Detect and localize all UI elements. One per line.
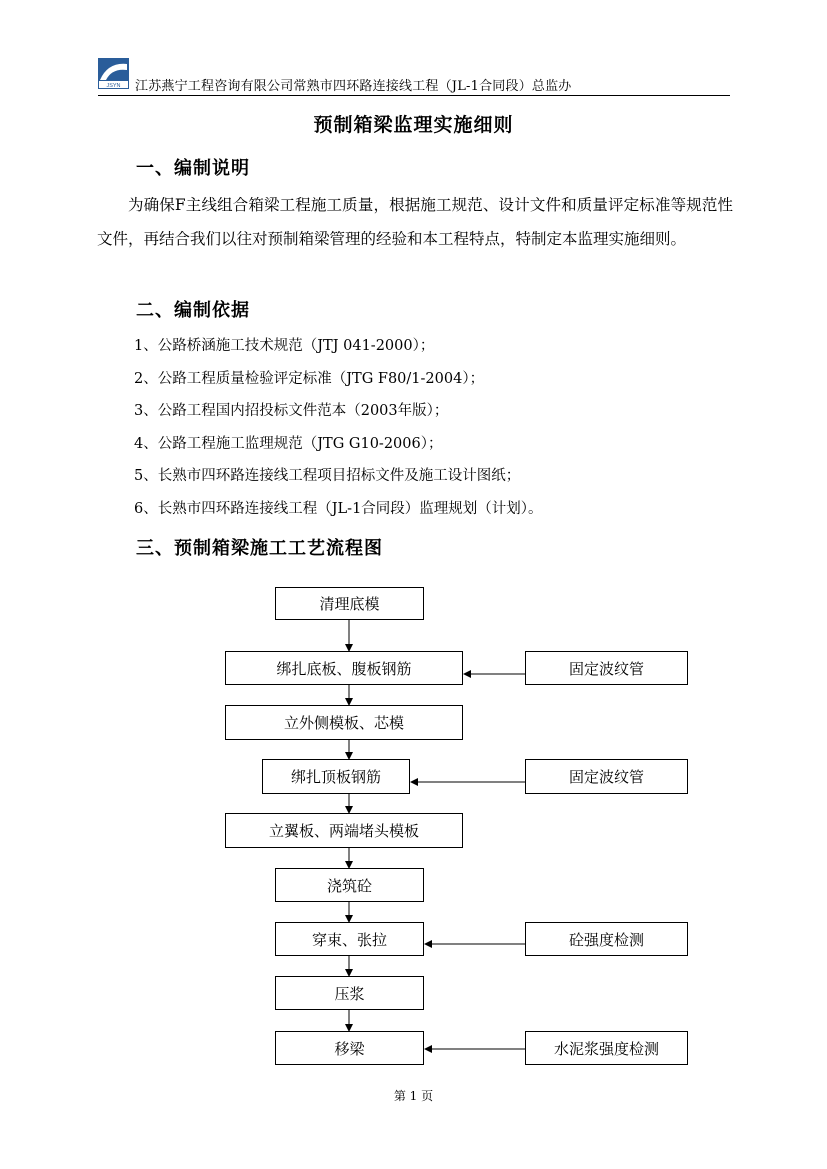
reference-item: 3、公路工程国内招投标文件范本（2003年版）； [134,403,449,420]
reference-item: 2、公路工程质量检验评定标准（JTG F80/1-2004）； [134,370,485,387]
reference-item: 6、长熟市四环路连接线工程（JL-1合同段）监理规划（计划）。 [134,500,543,517]
flow-step-tension: 穿束、张拉 [275,922,424,956]
flow-side-fix-duct-1: 固定波纹管 [525,651,688,685]
logo-text: JSYN [106,83,121,89]
reference-item: 5、长熟市四环路连接线工程项目招标文件及施工设计图纸； [134,468,521,485]
flow-step-grouting: 压浆 [275,976,424,1010]
flow-side-grout-strength-test: 水泥浆强度检测 [525,1031,688,1065]
flow-step-clean-bottom-mold: 清理底模 [275,587,424,620]
flow-step-outer-core-formwork: 立外侧模板、芯模 [225,705,463,740]
flow-side-concrete-strength-test: 砼强度检测 [525,922,688,956]
page-number: 第 1 页 [393,1089,434,1103]
flow-step-pour-concrete: 浇筑砼 [275,868,424,902]
section-heading-1: 一、编制说明 [136,158,250,179]
section-heading-3: 三、预制箱梁施工工艺流程图 [136,538,383,559]
intro-paragraph: 为确保F主线组合箱梁工程施工质量，根据施工规范、设计文件和质量评定标准等规范性文件，再结合我们以往对预制箱梁管理的经验和本工程特点，特制定本监理实施细则。 [97,196,733,248]
section-heading-2: 二、编制依据 [136,300,250,321]
reference-item: 1、公路桥涵施工技术规范（JTJ 041-2000）； [134,338,435,354]
flow-step-tie-top-rebar: 绑扎顶板钢筋 [262,759,410,794]
flow-step-move-beam: 移梁 [275,1031,424,1065]
flow-side-fix-duct-2: 固定波纹管 [525,759,688,794]
reference-item: 4、公路工程施工监理规范（JTG G10-2006）； [134,435,443,452]
header-org-name: 江苏燕宁工程咨询有限公司常熟市四环路连接线工程（JL-1合同段）总监办 [135,79,572,94]
flow-step-wing-end-formwork: 立翼板、两端堵头模板 [225,813,463,848]
page-title: 预制箱梁监理实施细则 [313,114,514,136]
flow-step-tie-bottom-web-rebar: 绑扎底板、腹板钢筋 [225,651,463,685]
